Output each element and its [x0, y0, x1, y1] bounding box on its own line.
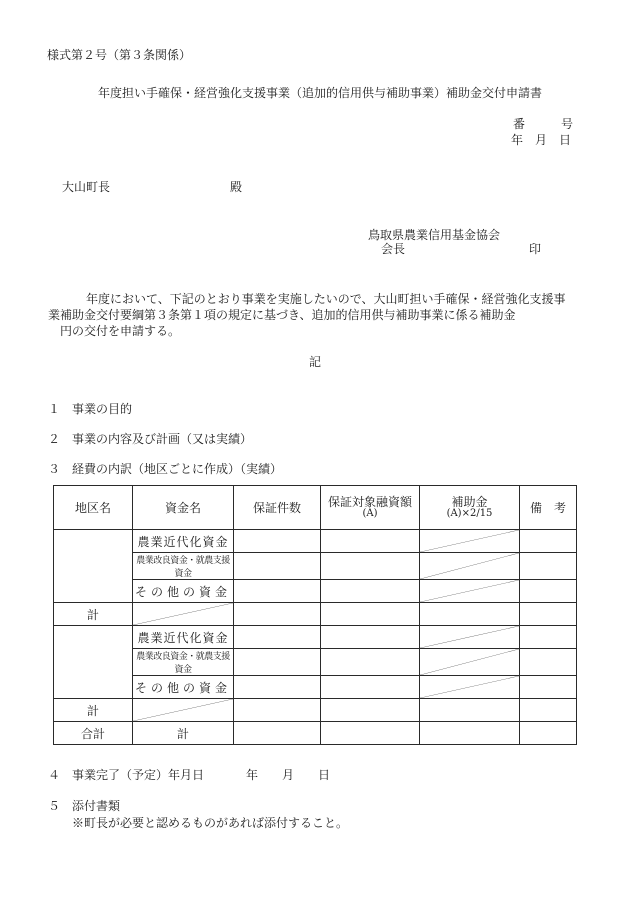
addressee-honorific: 殿	[230, 180, 243, 194]
count-cell[interactable]	[234, 603, 321, 626]
fund-cell: その他の資金	[133, 580, 234, 603]
fund-cell-crossed	[133, 699, 234, 722]
subsidy-cell-crossed	[420, 626, 520, 649]
amount-cell[interactable]	[321, 722, 420, 745]
amount-cell[interactable]	[321, 553, 420, 580]
expense-table	[53, 485, 577, 745]
fund-cell: その他の資金	[133, 676, 234, 699]
total-label: 合計	[54, 722, 133, 745]
district-cell[interactable]	[54, 626, 133, 699]
diagonal-line	[420, 649, 519, 675]
fund-cell-crossed	[133, 603, 234, 626]
amount-cell[interactable]	[321, 603, 420, 626]
count-cell[interactable]	[234, 530, 321, 553]
table-row	[54, 626, 577, 649]
applicant-organization: 鳥取県農業信用基金協会	[368, 228, 501, 242]
amount-cell[interactable]	[321, 699, 420, 722]
table-row	[54, 676, 577, 699]
body-line-2: 業補助金交付要綱第３条第１項の規定に基づき、追加的信用供与補助事業に係る補助金	[48, 308, 516, 322]
amount-cell[interactable]	[321, 649, 420, 676]
addressee-name: 大山町長	[62, 180, 111, 194]
count-cell[interactable]	[234, 626, 321, 649]
amount-cell[interactable]	[321, 530, 420, 553]
subtotal-row	[54, 603, 577, 626]
body-line-1: 年度において、下記のとおり事業を実施したいので、大山町担い手確保・経営強化支援事	[86, 292, 566, 306]
header-district: 地区名	[54, 486, 133, 530]
fund-cell: 農業近代化資金	[133, 530, 234, 553]
fund-cell: 農業改良資金・就農支援資金	[133, 649, 234, 676]
completion-date: 年 月 日	[246, 768, 331, 782]
subsidy-cell[interactable]	[420, 722, 520, 745]
section-content: ２ 事業の内容及び計画（又は実績）	[48, 432, 253, 446]
form-number: 様式第２号（第３条関係）	[47, 48, 192, 62]
remarks-cell[interactable]	[520, 676, 577, 699]
diagonal-line	[420, 580, 519, 602]
subsidy-cell-crossed	[420, 553, 520, 580]
remarks-cell[interactable]	[520, 553, 577, 580]
fund-cell: 農業改良資金・就農支援資金	[133, 553, 234, 580]
remarks-cell[interactable]	[520, 699, 577, 722]
subsidy-cell-crossed	[420, 649, 520, 676]
section-purpose: １ 事業の目的	[48, 402, 133, 416]
subsidy-cell[interactable]	[420, 603, 520, 626]
district-cell[interactable]	[54, 530, 133, 603]
amount-cell[interactable]	[321, 580, 420, 603]
amount-cell[interactable]	[321, 626, 420, 649]
remarks-cell[interactable]	[520, 530, 577, 553]
amount-cell[interactable]	[321, 676, 420, 699]
diagonal-line	[133, 603, 233, 625]
subsidy-cell[interactable]	[420, 699, 520, 722]
count-cell[interactable]	[234, 676, 321, 699]
document-title: 年度担い手確保・経営強化支援事業（追加的信用供与補助事業）補助金交付申請書	[98, 86, 543, 100]
subtotal-row	[54, 699, 577, 722]
header-amount	[321, 486, 420, 530]
header-remarks: 備 考	[520, 486, 577, 530]
body-line-3: 円の交付を申請する。	[60, 324, 181, 338]
applicant-seal: 印	[529, 242, 542, 256]
count-cell[interactable]	[234, 722, 321, 745]
count-cell[interactable]	[234, 699, 321, 722]
count-cell[interactable]	[234, 649, 321, 676]
section-completion: ４ 事業完了（予定）年月日	[48, 768, 205, 782]
date-label: 年 月 日	[511, 133, 572, 147]
number-label: 番 号	[513, 117, 574, 131]
applicant-title: 会長	[381, 242, 406, 256]
diagonal-line	[420, 553, 519, 579]
header-amount-label: 保証対象融資額	[327, 495, 412, 509]
table-row	[54, 580, 577, 603]
attachments-note: ※町長が必要と認めるものがあれば添付すること。	[72, 816, 349, 830]
header-subsidy-sub: (A)×2/15	[446, 508, 493, 519]
fund-cell: 農業近代化資金	[133, 626, 234, 649]
section-expenses: ３ 経費の内訳（地区ごとに作成）（実績）	[48, 462, 283, 476]
application-body	[48, 291, 588, 339]
header-subsidy-label: 補助金	[451, 495, 488, 509]
total-row	[54, 722, 577, 745]
section-attachments: ５ 添付書類	[48, 799, 121, 813]
count-cell[interactable]	[234, 553, 321, 580]
header-fund: 資金名	[133, 486, 234, 530]
table-row	[54, 553, 577, 580]
table-row	[54, 530, 577, 553]
remarks-cell[interactable]	[520, 626, 577, 649]
table-row	[54, 649, 577, 676]
remarks-cell[interactable]	[520, 722, 577, 745]
diagonal-line	[420, 626, 519, 648]
remarks-cell[interactable]	[520, 649, 577, 676]
total-fund-label: 計	[133, 722, 234, 745]
subtotal-label: 計	[54, 699, 133, 722]
diagonal-line	[420, 530, 519, 552]
header-count: 保証件数	[234, 486, 321, 530]
subtotal-label: 計	[54, 603, 133, 626]
diagonal-line	[420, 676, 519, 698]
ki-heading: 記	[309, 355, 322, 369]
subsidy-cell-crossed	[420, 580, 520, 603]
remarks-cell[interactable]	[520, 603, 577, 626]
header-subsidy	[420, 486, 520, 530]
header-amount-sub: (A)	[362, 508, 378, 519]
subsidy-cell-crossed	[420, 530, 520, 553]
table-header-row	[54, 486, 577, 530]
remarks-cell[interactable]	[520, 580, 577, 603]
diagonal-line	[133, 699, 233, 721]
subsidy-cell-crossed	[420, 676, 520, 699]
count-cell[interactable]	[234, 580, 321, 603]
